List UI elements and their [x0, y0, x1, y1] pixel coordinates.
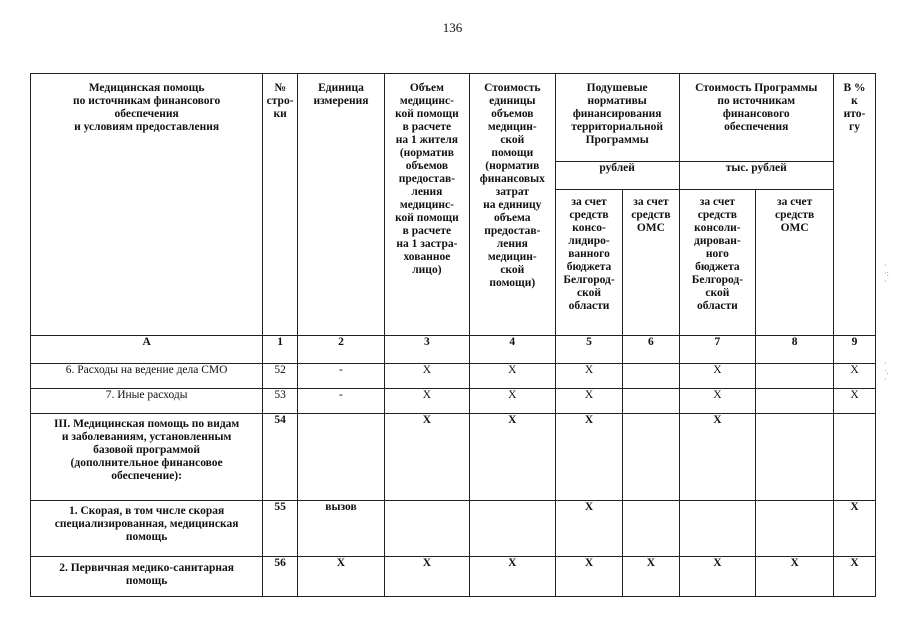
- header-consolidated-budget-2: за счет средств консоли- дирован- ного бюджета Белгород- ской области: [679, 190, 756, 336]
- header-percent: В % к ито- гу: [834, 74, 876, 336]
- program-budget-cell: [679, 501, 756, 557]
- per-capita-budget-cell: X: [555, 501, 623, 557]
- index-cell: 4: [469, 336, 555, 364]
- header-row: [31, 74, 876, 162]
- index-cell: 2: [297, 336, 384, 364]
- percent-cell: X: [834, 389, 876, 414]
- table-row: [31, 389, 876, 414]
- percent-cell: X: [834, 364, 876, 389]
- unit-cell: -: [297, 389, 384, 414]
- volume-cell: X: [384, 389, 469, 414]
- header-oms-1: за счет средств ОМС: [623, 190, 679, 336]
- per-capita-oms-cell: [623, 414, 679, 501]
- financing-table: [30, 73, 876, 597]
- percent-cell: [834, 414, 876, 501]
- row-number-cell: 53: [263, 389, 298, 414]
- row-number-cell: 55: [263, 501, 298, 557]
- row-number-cell: 56: [263, 557, 298, 597]
- header-volume: Объем медицинс- кой помощи в расчете на 1 жителя (норматив объемов предостав- ления медицинс- кой помощи в расчете на 1 застра- хованное лицо): [384, 74, 469, 336]
- scan-speck: · ·: ·: [884, 261, 889, 286]
- volume-cell: X: [384, 557, 469, 597]
- unit-cost-cell: X: [469, 557, 555, 597]
- unit-cell: вызов: [297, 501, 384, 557]
- volume-cell: X: [384, 414, 469, 501]
- index-cell: 3: [384, 336, 469, 364]
- scan-speck: · ·. ·: [884, 359, 889, 384]
- row-label: III. Медицинская помощь по видам и заболеваниям, установленным базовой программой (дополнительное финансовое обеспечение):: [31, 414, 263, 501]
- header-unit: Единица измерения: [297, 74, 384, 336]
- page-number: 136: [442, 20, 463, 35]
- per-capita-budget-cell: X: [555, 414, 623, 501]
- header-rubles: рублей: [555, 162, 679, 190]
- header-program-cost: Стоимость Программы по источникам финансового обеспечения: [679, 74, 833, 162]
- row-label: 2. Первичная медико-санитарная помощь: [31, 557, 263, 597]
- header-unit-cost: Стоимость единицы объемов медицин- ской помощи (норматив финансовых затрат на единицу объема предостав- ления медицин- ской помощи): [469, 74, 555, 336]
- unit-cost-cell: X: [469, 414, 555, 501]
- table-row: [31, 364, 876, 389]
- program-budget-cell: X: [679, 557, 756, 597]
- index-cell: А: [31, 336, 263, 364]
- unit-cell: X: [297, 557, 384, 597]
- header-oms-2: за счет средств ОМС: [756, 190, 834, 336]
- unit-cost-cell: [469, 501, 555, 557]
- per-capita-budget-cell: X: [555, 389, 623, 414]
- per-capita-budget-cell: X: [555, 364, 623, 389]
- table-row: [31, 501, 876, 557]
- index-cell: 1: [263, 336, 298, 364]
- program-oms-cell: [756, 364, 834, 389]
- program-budget-cell: X: [679, 414, 756, 501]
- unit-cell: [297, 414, 384, 501]
- program-oms-cell: X: [756, 557, 834, 597]
- row-number-cell: 52: [263, 364, 298, 389]
- program-budget-cell: X: [679, 364, 756, 389]
- volume-cell: [384, 501, 469, 557]
- per-capita-oms-cell: [623, 364, 679, 389]
- index-cell: 6: [623, 336, 679, 364]
- program-budget-cell: X: [679, 389, 756, 414]
- program-oms-cell: [756, 414, 834, 501]
- unit-cost-cell: X: [469, 389, 555, 414]
- table-row: [31, 557, 876, 597]
- program-oms-cell: [756, 389, 834, 414]
- header-per-capita: Подушевые нормативы финансирования территориальной Программы: [555, 74, 679, 162]
- index-cell: 8: [756, 336, 834, 364]
- index-cell: 9: [834, 336, 876, 364]
- row-number-cell: 54: [263, 414, 298, 501]
- per-capita-oms-cell: X: [623, 557, 679, 597]
- header-consolidated-budget-1: за счет средств консо- лидиро- ванного бюджета Белгород- ской области: [555, 190, 623, 336]
- percent-cell: X: [834, 501, 876, 557]
- header-name: Медицинская помощь по источникам финансового обеспечения и условиям предоставления: [31, 74, 263, 336]
- index-cell: 5: [555, 336, 623, 364]
- per-capita-oms-cell: [623, 389, 679, 414]
- program-oms-cell: [756, 501, 834, 557]
- column-index-row: [31, 336, 876, 364]
- header-thousand-rubles: тыс. рублей: [679, 162, 833, 190]
- table-row: [31, 414, 876, 501]
- index-cell: 7: [679, 336, 756, 364]
- row-label: 7. Иные расходы: [31, 389, 263, 414]
- row-label: 6. Расходы на ведение дела СМО: [31, 364, 263, 389]
- volume-cell: X: [384, 364, 469, 389]
- header-row-number: № стро- ки: [263, 74, 298, 336]
- per-capita-budget-cell: X: [555, 557, 623, 597]
- unit-cost-cell: X: [469, 364, 555, 389]
- percent-cell: X: [834, 557, 876, 597]
- per-capita-oms-cell: [623, 501, 679, 557]
- row-label: 1. Скорая, в том числе скорая специализированная, медицинская помощь: [31, 501, 263, 557]
- unit-cell: -: [297, 364, 384, 389]
